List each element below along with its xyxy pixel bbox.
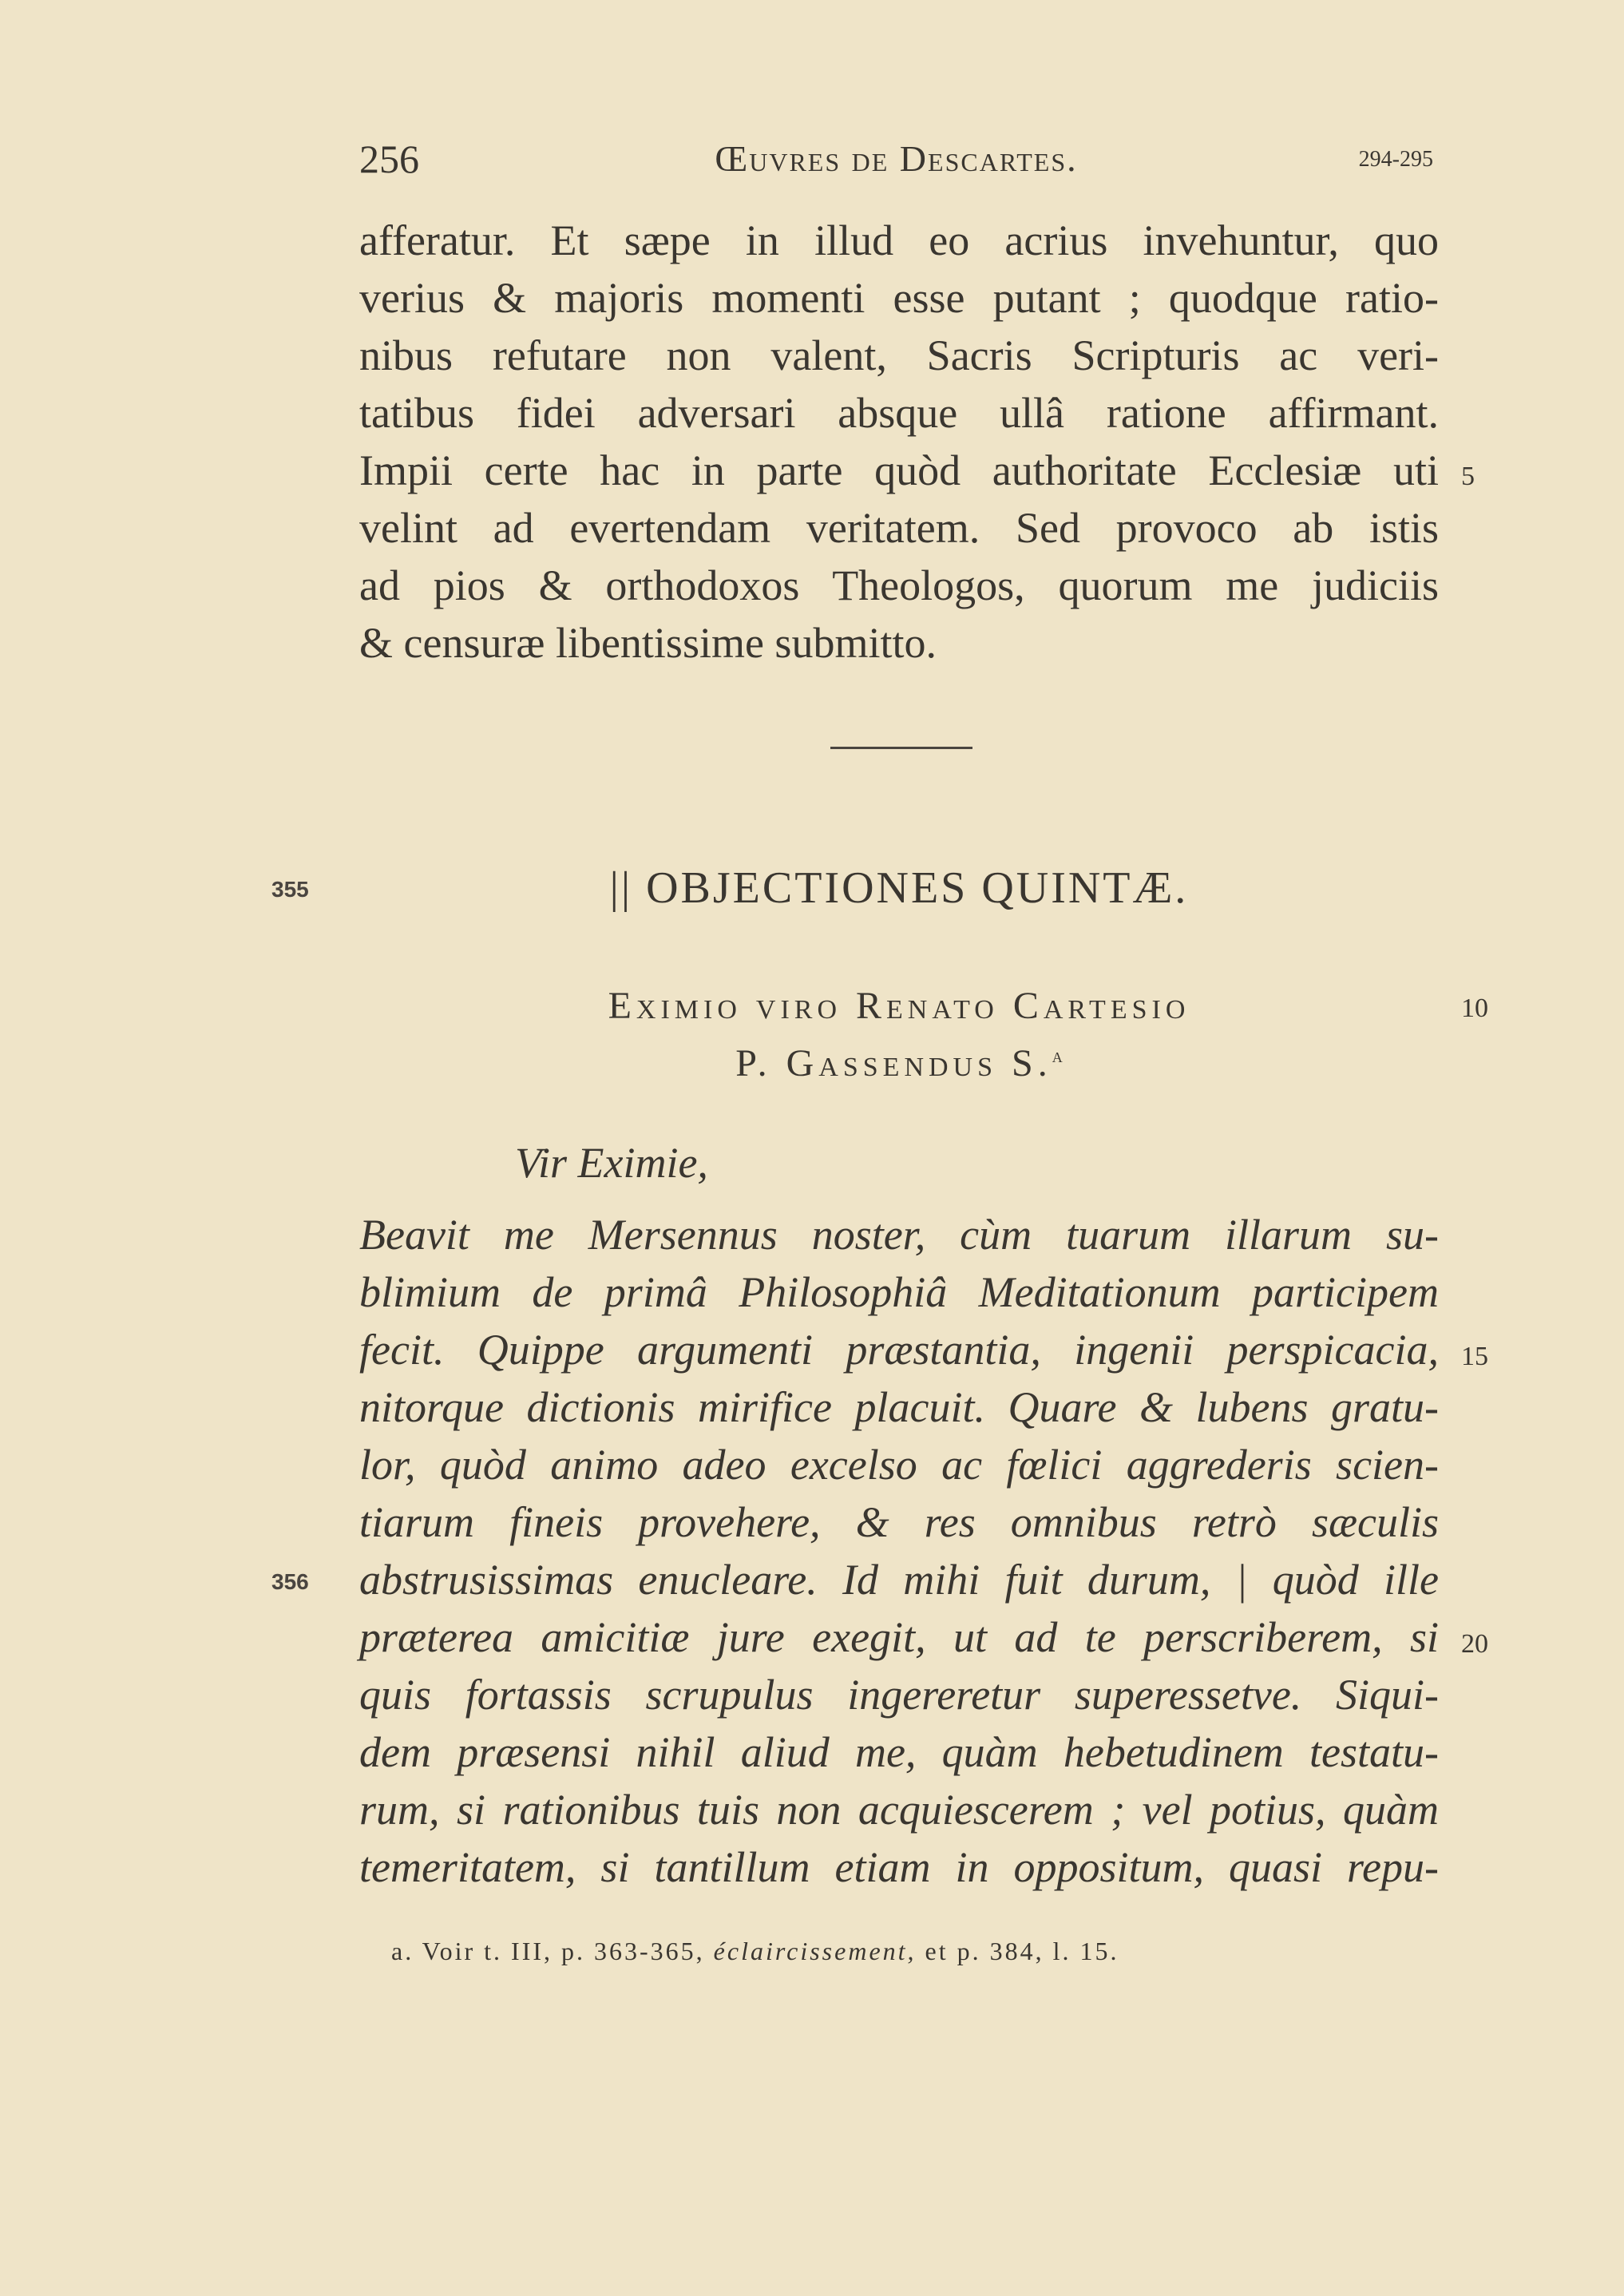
text-line: tiarum fineis provehere, & res omnibus retrò sæculis [359, 1498, 1439, 1546]
margin-page-ref: 356 [271, 1569, 309, 1594]
text-line: dem præsensi nihil aliud me, quàm hebetudinem testatu- [359, 1728, 1439, 1776]
text-line: abstrusissimas enucleare. Id mihi fuit durum, | quòd ille [359, 1556, 1439, 1604]
text-line: & censuræ libentissime submitto. [359, 619, 937, 667]
text-line: temeritatem, si tantillum etiam in oppositum, quasi repu- [359, 1843, 1439, 1891]
address-line-1: Eximio viro Renato Cartesio [608, 985, 1190, 1027]
text-line: Beavit me Mersennus noster, cùm tuarum illarum su- [359, 1211, 1439, 1259]
text-line: quis fortassis scrupulus ingereretur superessetve. Siqui- [359, 1671, 1439, 1719]
salutation: Vir Eximie, [515, 1139, 708, 1187]
address-signature: P. Gassendus S. [735, 1042, 1052, 1085]
line-number: 15 [1461, 1342, 1488, 1371]
page-number: 256 [359, 137, 419, 181]
address-line-2 [359, 1041, 1439, 1085]
footnote-suffix: et p. 384, l. 15. [925, 1937, 1119, 1965]
line-number: 5 [1461, 462, 1475, 491]
page-reference: 294-295 [1358, 147, 1433, 172]
line-number: 20 [1461, 1629, 1488, 1659]
text-line: fecit. Quippe argumenti præstantia, ingenii perspicacia, [359, 1326, 1439, 1374]
margin-page-ref: 355 [271, 877, 309, 902]
text-line: Impii certe hac in parte quòd authoritate Ecclesiæ uti [359, 446, 1439, 494]
text-line: lor, quòd animo adeo excelso ac fœlici aggrederis scien- [359, 1441, 1439, 1489]
footnote-emphasis: éclaircissement, [713, 1937, 917, 1965]
section-divider [830, 747, 972, 749]
text-line: præterea amicitiæ jure exegit, ut ad te perscriberem, si [359, 1613, 1439, 1661]
text-line: nitorque dictionis mirifice placuit. Quare & lubens gratu- [359, 1383, 1439, 1431]
text-line: tatibus fidei adversari absque ullâ ratione affirmant. [359, 389, 1439, 437]
footnote-prefix: a. Voir t. III, p. 363-365, [391, 1937, 705, 1965]
text-line: ad pios & orthodoxos Theologos, quorum me judiciis [359, 561, 1439, 609]
text-line: blimium de primâ Philosophiâ Meditationum participem [359, 1268, 1439, 1316]
text-line: verius & majoris momenti esse putant ; quodque ratio- [359, 274, 1439, 322]
line-number: 10 [1461, 993, 1488, 1023]
text-line: afferatur. Et sæpe in illud eo acrius invehuntur, quo [359, 216, 1439, 264]
footnote-mark: a [1052, 1044, 1063, 1067]
section-heading: || OBJECTIONES QUINTÆ. [609, 863, 1189, 913]
running-title: Œuvres de Descartes. [715, 138, 1078, 179]
footnote [391, 1937, 1119, 1966]
text-line: nibus refutare non valent, Sacris Scripturis ac veri- [359, 331, 1439, 379]
running-head [359, 136, 1433, 184]
text-line: velint ad evertendam veritatem. Sed provoco ab istis [359, 504, 1439, 552]
text-line: rum, si rationibus tuis non acquiescerem ; vel potius, quàm [359, 1786, 1439, 1834]
